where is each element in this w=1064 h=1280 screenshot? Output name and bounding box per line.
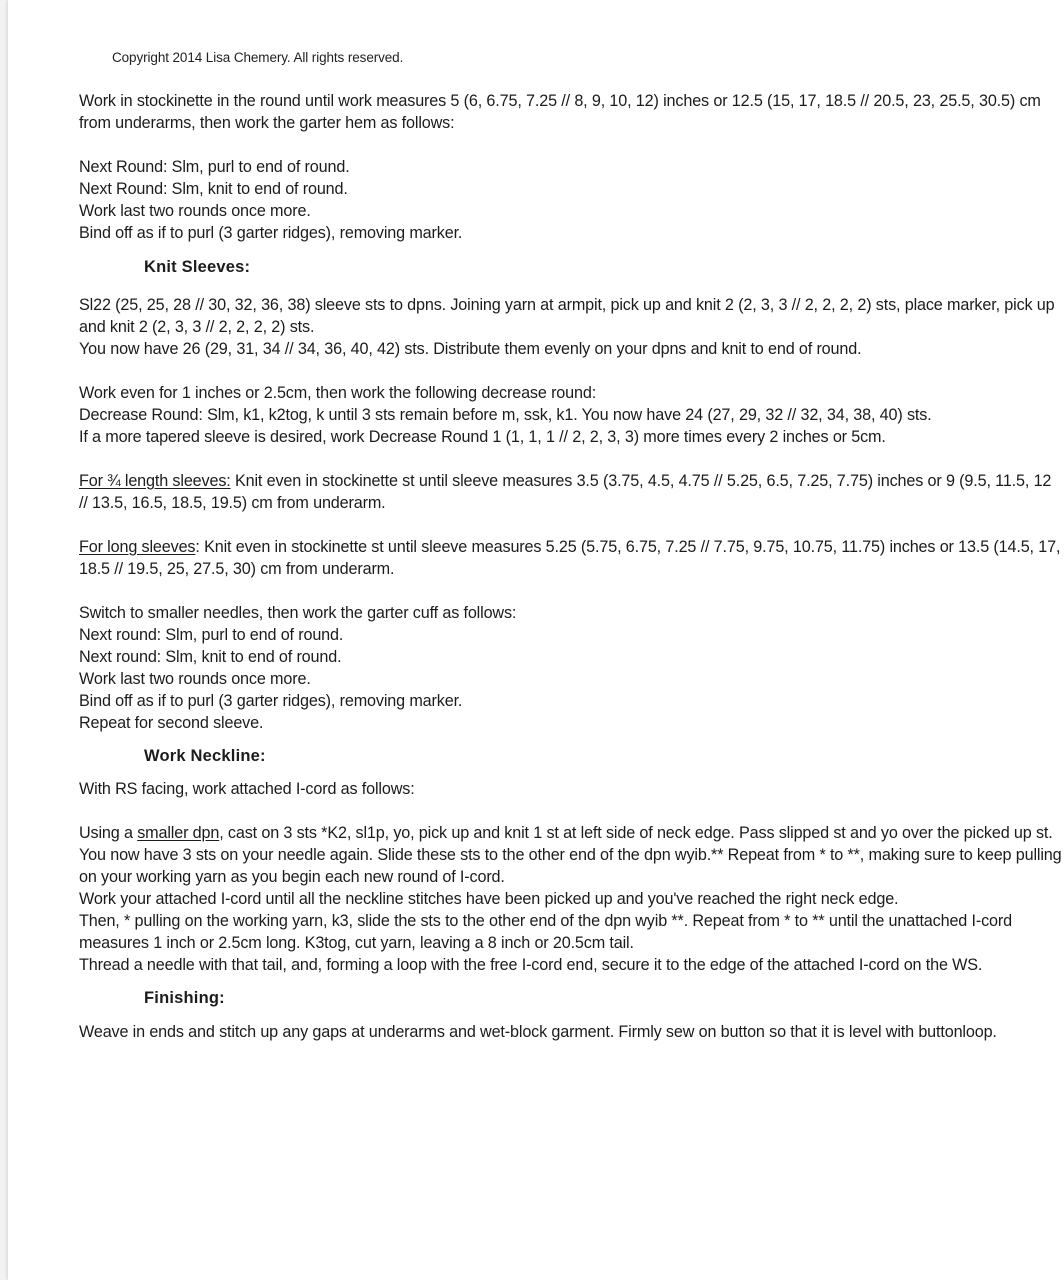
cuff-line-2: Next round: Slm, knit to end of round. [79,648,342,666]
knit-sleeves-heading: Knit Sleeves: [144,258,251,276]
hem-line-3: Work last two rounds once more. [79,202,311,220]
long-sleeves-label: For long sleeves [79,538,196,556]
document-page [8,0,1064,1280]
three-quarter-sleeves-text: Knit even in stockinette st until sleeve measures 3.5 (3.75, 4.5, 4.75 // 5.25, 6.5, 7.25, 7.75) inches or 9 (9.5, 11.5, 12 // 13.5, 16.5, 18.5, 19.5) cm from underarm. [79,472,1052,512]
hem-line-2: Next Round: Slm, knit to end of round. [79,180,348,198]
icord-text-pre: Using a [79,824,138,842]
long-sleeves-paragraph [79,536,1064,580]
icord-paragraph [79,822,1064,888]
hem-line-4: Bind off as if to purl (3 garter ridges), removing marker. [79,224,463,242]
sleeve-stitch-count: You now have 26 (29, 31, 34 // 34, 36, 40, 42) sts. Distribute them evenly on your dpns and knit to end of round. [79,340,862,358]
cuff-line-5: Repeat for second sleeve. [79,714,264,732]
cuff-line-4: Bind off as if to purl (3 garter ridges), removing marker. [79,692,463,710]
finishing-heading: Finishing: [144,989,225,1007]
neckline-intro-line: With RS facing, work attached I-cord as follows: [79,780,415,798]
icord-unattached-paragraph: Then, * pulling on the working yarn, k3, slide the sts to the other end of the dpn wyib **. Repeat from * to ** until the unattached I-cord measures 1 inch or 2.5cm long. K3tog, cut yarn, leaving a 8 inch or 20.5cm tail. [79,912,1012,952]
three-quarter-sleeves-paragraph [79,470,1064,514]
tapered-sleeve-line: If a more tapered sleeve is desired, work Decrease Round 1 (1, 1, 1 // 2, 2, 3, 3) more times every 2 inches or 5cm. [79,428,886,446]
cuff-line-1: Next round: Slm, purl to end of round. [79,626,344,644]
icord-continue-line: Work your attached I-cord until all the neckline stitches have been picked up and you've reached the right neck edge. [79,890,899,908]
decrease-round-line: Decrease Round: Slm, k1, k2tog, k until 3 sts remain before m, ssk, k1. You now have 24 (27, 29, 32 // 32, 34, 38, 40) sts. [79,406,932,424]
sleeve-setup-paragraph: Sl22 (25, 25, 28 // 30, 32, 36, 38) sleeve sts to dpns. Joining yarn at armpit, pick up and knit 2 (2, 3, 3 // 2, 2, 2, 2) sts, place marker, pick up and knit 2 (2, 3, 3 // 2, 2, 2, 2) sts. [79,296,1055,336]
work-even-line: Work even for 1 inches or 2.5cm, then work the following decrease round: [79,384,597,402]
cuff-intro-line: Switch to smaller needles, then work the garter cuff as follows: [79,604,517,622]
hem-line-1: Next Round: Slm, purl to end of round. [79,158,350,176]
body-intro-paragraph: Work in stockinette in the round until work measures 5 (6, 6.75, 7.25 // 8, 9, 10, 12) inches or 12.5 (15, 17, 18.5 // 20.5, 23, 25.5, 30.5) cm from underarms, then work the garter hem as follows: [79,92,1041,132]
finishing-paragraph: Weave in ends and stitch up any gaps at underarms and wet-block garment. Firmly sew on button so that it is level with buttonloop. [79,1023,997,1041]
three-quarter-sleeves-label: For ¾ length sleeves: [79,472,231,490]
smaller-dpn-link[interactable]: smaller dpn [137,824,220,842]
cuff-line-3: Work last two rounds once more. [79,670,311,688]
pattern-content [79,90,1064,1043]
copyright-notice: Copyright 2014 Lisa Chemery. All rights reserved. [112,50,404,65]
icord-loop-paragraph: Thread a needle with that tail, and, forming a loop with the free I-cord end, secure it to the edge of the attached I-cord on the WS. [79,956,983,974]
work-neckline-heading: Work Neckline: [144,747,266,765]
long-sleeves-text: : Knit even in stockinette st until sleeve measures 5.25 (5.75, 6.75, 7.25 // 7.75, 9.75, 10.75, 11.75) inches or 13.5 (14.5, 17, 18.5 // 19.5, 25, 27.5, 30) cm from underarm. [79,538,1061,578]
icord-text-post: , cast on 3 sts *K2, sl1p, yo, pick up and knit 1 st at left side of neck edge. Pass slipped st and yo over the picked up st. You now have 3 sts on your needle again. Slide these sts to the other end of the dpn wyib.** Repeat from * to **, making sure to keep pulling on your working yarn as you begin each new round of I-cord. [79,824,1062,886]
